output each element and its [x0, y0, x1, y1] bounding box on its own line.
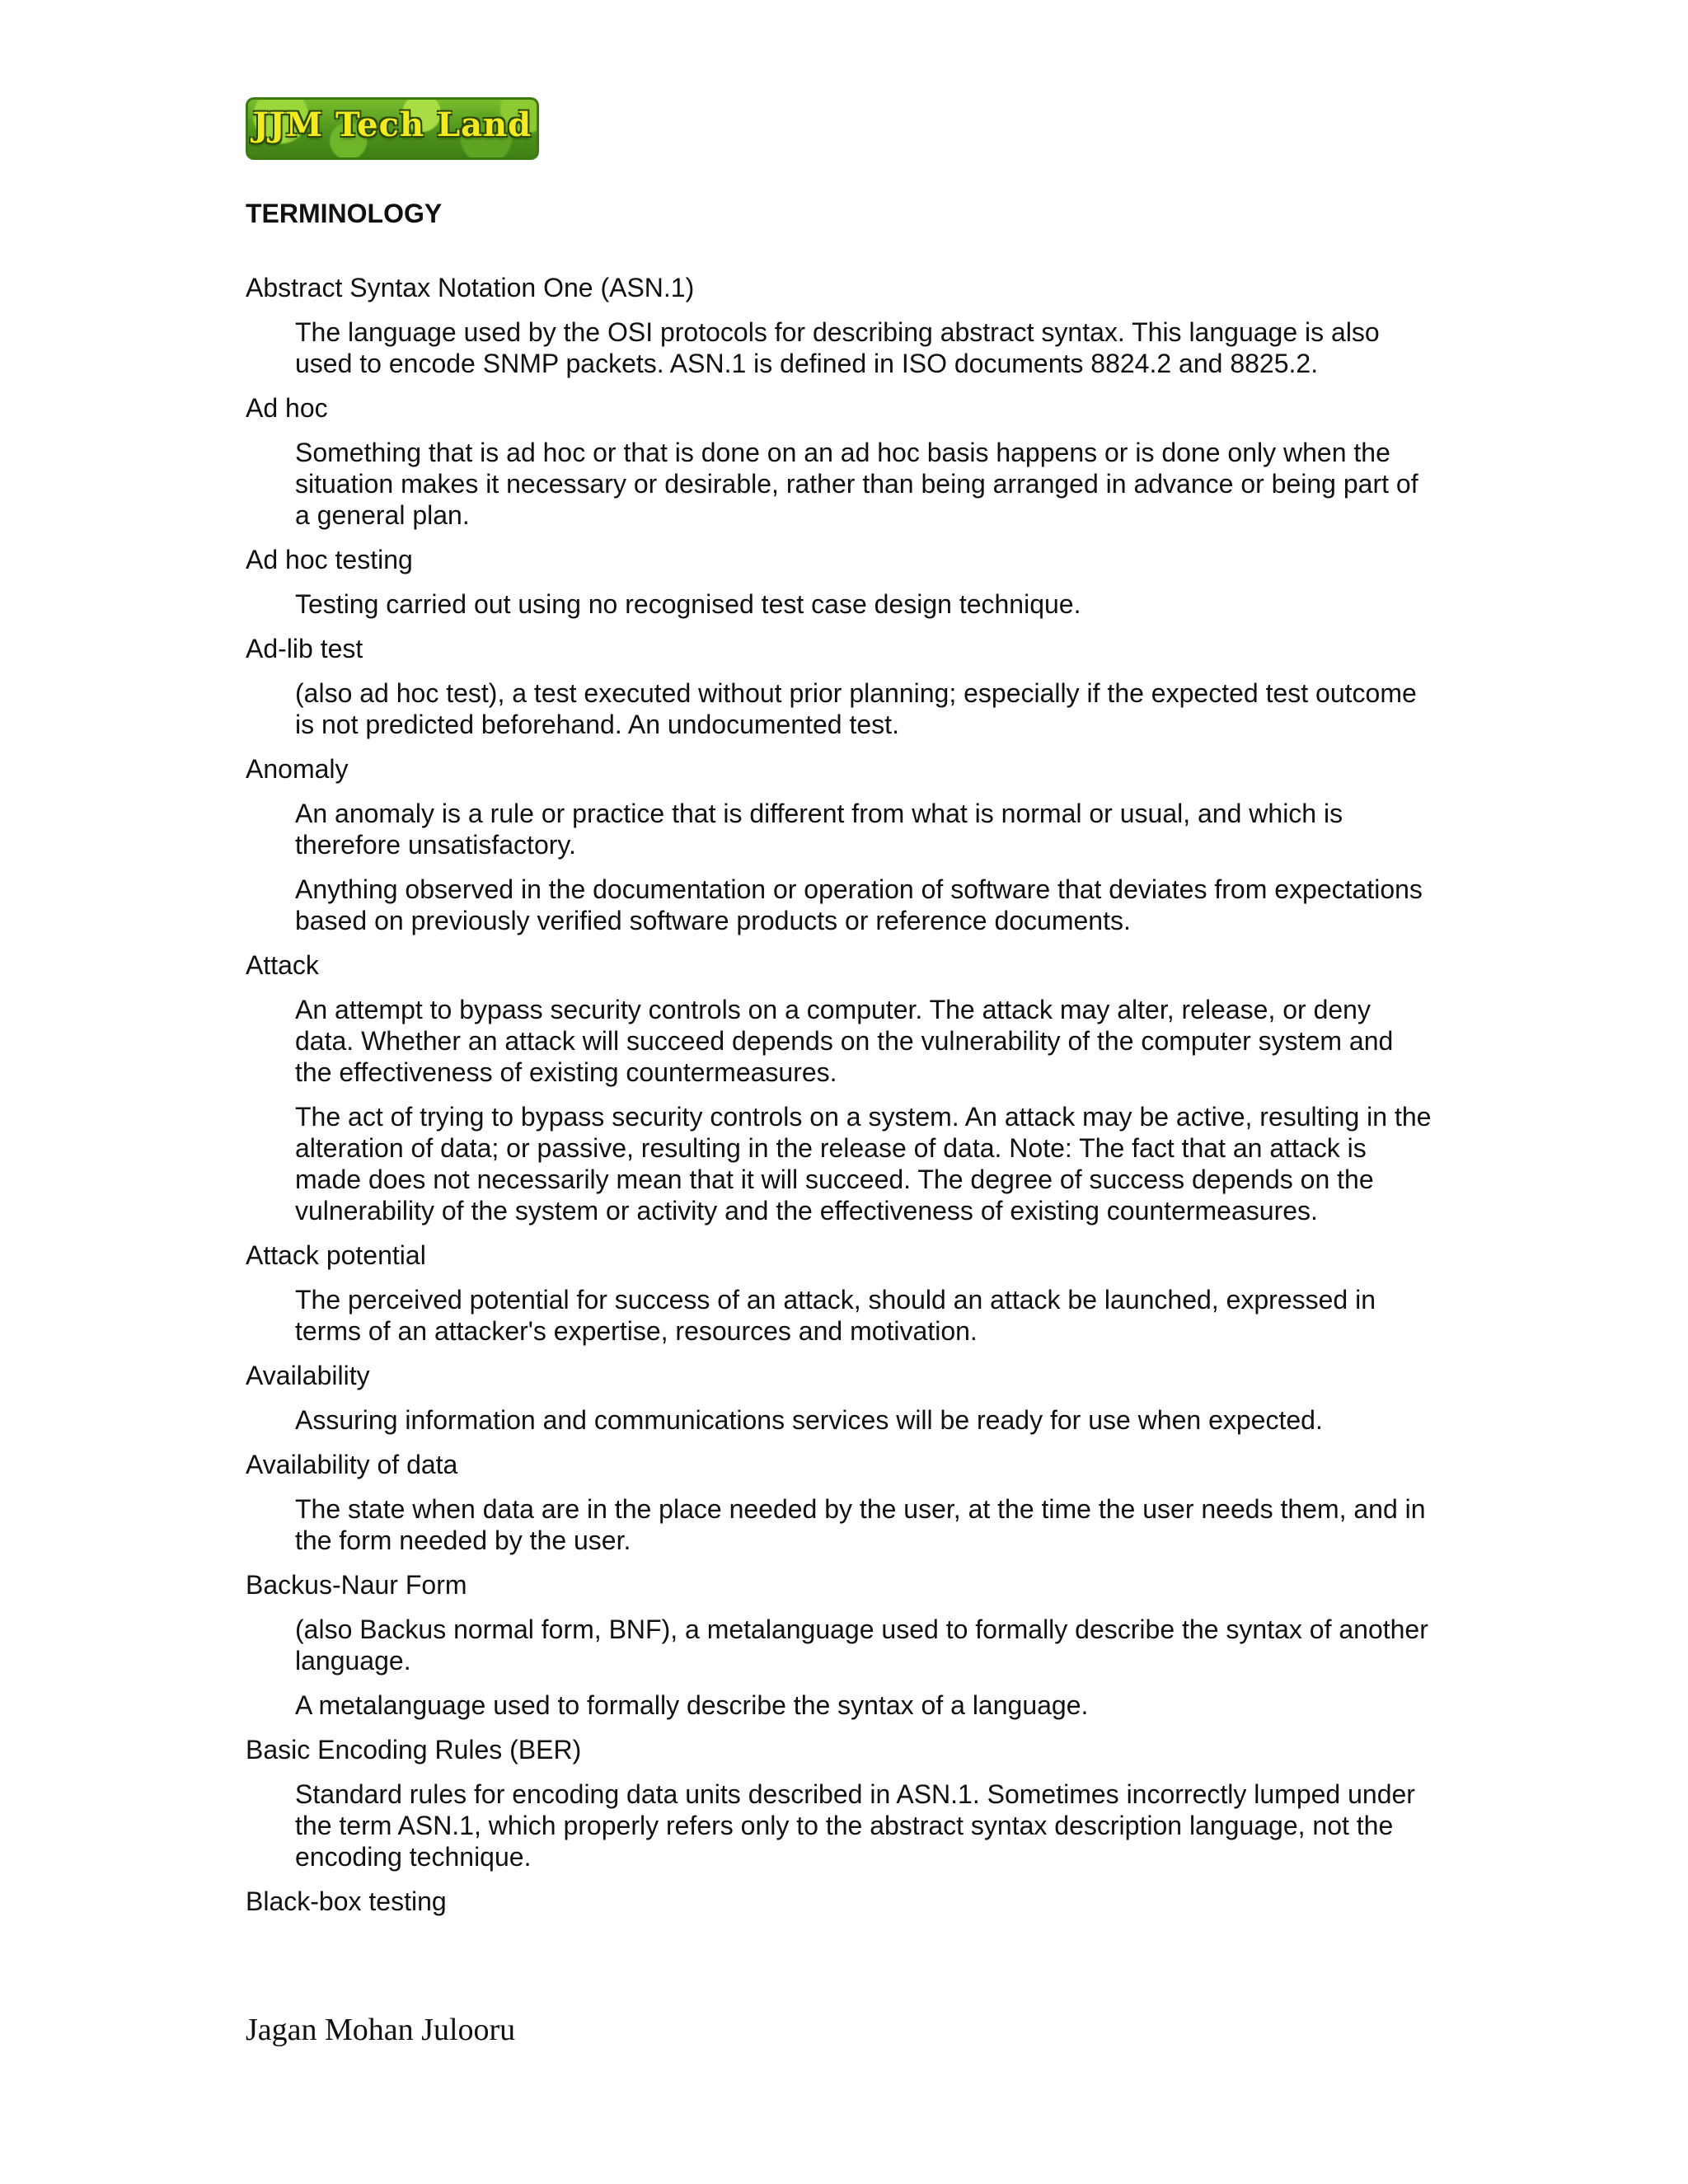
glossary-entry [246, 949, 1432, 1226]
footer-author: Jagan Mohan Julooru [246, 2013, 516, 2047]
glossary-entry [246, 1886, 1432, 1917]
glossary-definition: Something that is ad hoc or that is done on an ad hoc basis happens or is done only when the situation makes it necessary or desirable, rather than being arranged in advance or being part of a general plan. [295, 438, 1418, 530]
glossary-term: Backus-Naur Form [246, 1570, 467, 1600]
logo [246, 97, 539, 160]
glossary-entry [246, 753, 1432, 936]
glossary-term: Ad hoc [246, 393, 328, 423]
glossary-definition: Assuring information and communications services will be ready for use when expected. [295, 1405, 1323, 1435]
glossary-definition: Standard rules for encoding data units described in ASN.1. Sometimes incorrectly lumped under the term ASN.1, which properly refers only to the abstract syntax description language, not the encoding technique. [295, 1779, 1415, 1872]
glossary-entry [246, 1734, 1432, 1872]
glossary-term: Anomaly [246, 754, 349, 784]
glossary-term: Availability of data [246, 1450, 458, 1479]
page-title: TERMINOLOGY [246, 199, 443, 228]
glossary-entry [246, 1240, 1432, 1347]
glossary-entry [246, 544, 1432, 620]
glossary-term: Attack potential [246, 1240, 426, 1270]
logo-text: JJM Tech Land [252, 105, 532, 144]
glossary-term: Black-box testing [246, 1886, 447, 1916]
glossary-entry [246, 633, 1432, 740]
glossary-term: Ad hoc testing [246, 545, 413, 574]
glossary-definition: (also ad hoc test), a test executed without prior planning; especially if the expected test outcome is not predicted beforehand. An undocumented test. [295, 678, 1417, 739]
glossary-term: Availability [246, 1361, 370, 1390]
glossary-definition: A metalanguage used to formally describe the syntax of a language. [295, 1690, 1089, 1720]
glossary-definition: The perceived potential for success of an attack, should an attack be launched, expressed in terms of an attacker's expertise, resources and motivation. [295, 1285, 1376, 1346]
glossary-entry [246, 1360, 1432, 1436]
glossary-definition: An attempt to bypass security controls on a computer. The attack may alter, release, or deny data. Whether an attack will succeed depends on the vulnerability of the computer system and the effectiveness of existing countermeasures. [295, 995, 1394, 1087]
glossary-term: Ad-lib test [246, 634, 363, 663]
glossary-entry [246, 392, 1432, 531]
glossary-entry [246, 1569, 1432, 1721]
glossary-definition: An anomaly is a rule or practice that is different from what is normal or usual, and which is therefore unsatisfactory. [295, 799, 1343, 860]
glossary-entry [246, 1449, 1432, 1556]
glossary-definition: (also Backus normal form, BNF), a metalanguage used to formally describe the syntax of another language. [295, 1615, 1428, 1675]
glossary-definition: Anything observed in the documentation or operation of software that deviates from expectations based on previously verified software products or reference documents. [295, 874, 1423, 935]
glossary-definition: The state when data are in the place needed by the user, at the time the user needs them, and in the form needed by the user. [295, 1494, 1426, 1555]
glossary-term: Attack [246, 950, 319, 980]
glossary-definition: The language used by the OSI protocols for describing abstract syntax. This language is also used to encode SNMP packets. ASN.1 is defined in ISO documents 8824.2 and 8825.2. [295, 317, 1380, 378]
glossary-term: Basic Encoding Rules (BER) [246, 1735, 582, 1765]
glossary-definition: Testing carried out using no recognised test case design technique. [295, 589, 1081, 619]
glossary-entry [246, 272, 1432, 379]
glossary-term: Abstract Syntax Notation One (ASN.1) [246, 273, 695, 302]
glossary-list [246, 272, 1432, 1930]
glossary-definition: The act of trying to bypass security controls on a system. An attack may be active, resulting in the alteration of data; or passive, resulting in the release of data. Note: The fact that an attack is made does not necessarily mean that it will succeed. The degree of success depends on the vulnerability of the system or activity and the effectiveness of existing countermeasures. [295, 1102, 1432, 1226]
